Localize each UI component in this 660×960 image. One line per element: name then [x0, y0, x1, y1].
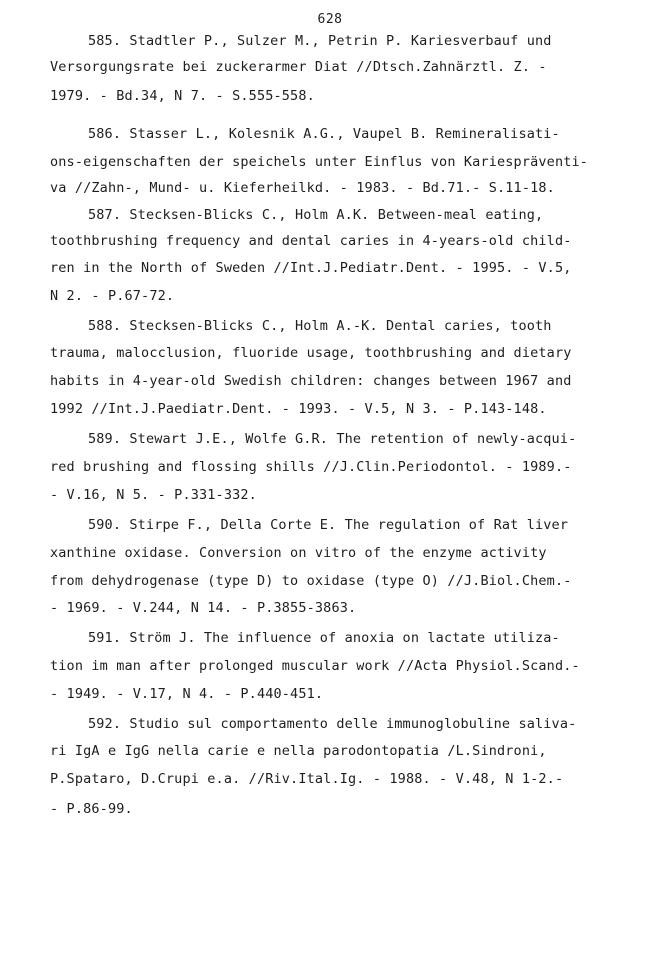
reference-line: P.Spataro, D.Crupi e.a. //Riv.Ital.Ig. - 1988. - V.48, N 1-2.-	[50, 771, 564, 787]
reference-line: - 1969. - V.244, N 14. - P.3855-3863.	[50, 600, 357, 616]
reference-line: 1979. - Bd.34, N 7. - S.555-558.	[50, 88, 315, 104]
reference-line: toothbrushing frequency and dental caries in 4-years-old child-	[50, 233, 572, 249]
reference-line: - 1949. - V.17, N 4. - P.440-451.	[50, 686, 324, 702]
reference-line: red brushing and flossing shills //J.Clin.Periodontol. - 1989.-	[50, 459, 572, 475]
reference-line: 588. Stecksen-Blicks C., Holm A.-K. Dental caries, tooth	[88, 318, 552, 334]
reference-line: - P.86-99.	[50, 801, 133, 817]
reference-line: ren in the North of Sweden //Int.J.Pediatr.Dent. - 1995. - V.5,	[50, 260, 572, 276]
reference-line: 589. Stewart J.E., Wolfe G.R. The retention of newly-acqui-	[88, 431, 577, 447]
reference-line: Versorgungsrate bei zuckerarmer Diat //Dtsch.Zahnärztl. Z. -	[50, 59, 547, 75]
reference-line: - V.16, N 5. - P.331-332.	[50, 487, 257, 503]
reference-line: 587. Stecksen-Blicks C., Holm A.K. Between-meal eating,	[88, 207, 544, 223]
reference-line: 590. Stirpe F., Della Corte E. The regulation of Rat liver	[88, 517, 569, 533]
reference-line: 586. Stasser L., Kolesnik A.G., Vaupel B. Remineralisati-	[88, 126, 560, 142]
reference-line: 592. Studio sul comportamento delle immunoglobuline saliva-	[88, 716, 577, 732]
reference-line: from dehydrogenase (type D) to oxidase (type O) //J.Biol.Chem.-	[50, 573, 572, 589]
reference-line: 1992 //Int.J.Paediatr.Dent. - 1993. - V.5, N 3. - P.143-148.	[50, 401, 547, 417]
page-number: 628	[317, 12, 343, 27]
reference-line: ri IgA e IgG nella carie e nella parodontopatia /L.Sindroni,	[50, 743, 547, 759]
reference-line: 591. Ström J. The influence of anoxia on lactate utiliza-	[88, 630, 560, 646]
reference-line: ons-eigenschaften der speichels unter Einflus von Kariespräventi-	[50, 154, 589, 170]
reference-line: habits in 4-year-old Swedish children: changes between 1967 and	[50, 373, 572, 389]
reference-line: tion im man after prolonged muscular work //Acta Physiol.Scand.-	[50, 658, 580, 674]
reference-line: 585. Stadtler P., Sulzer M., Petrin P. Kariesverbauf und	[88, 33, 552, 49]
reference-line: xanthine oxidase. Conversion on vitro of the enzyme activity	[50, 545, 547, 561]
reference-line: trauma, malocclusion, fluoride usage, toothbrushing and dietary	[50, 345, 572, 361]
reference-line: N 2. - P.67-72.	[50, 288, 175, 304]
reference-line: va //Zahn-, Mund- u. Kieferheilkd. - 1983. - Bd.71.- S.11-18.	[50, 180, 555, 196]
